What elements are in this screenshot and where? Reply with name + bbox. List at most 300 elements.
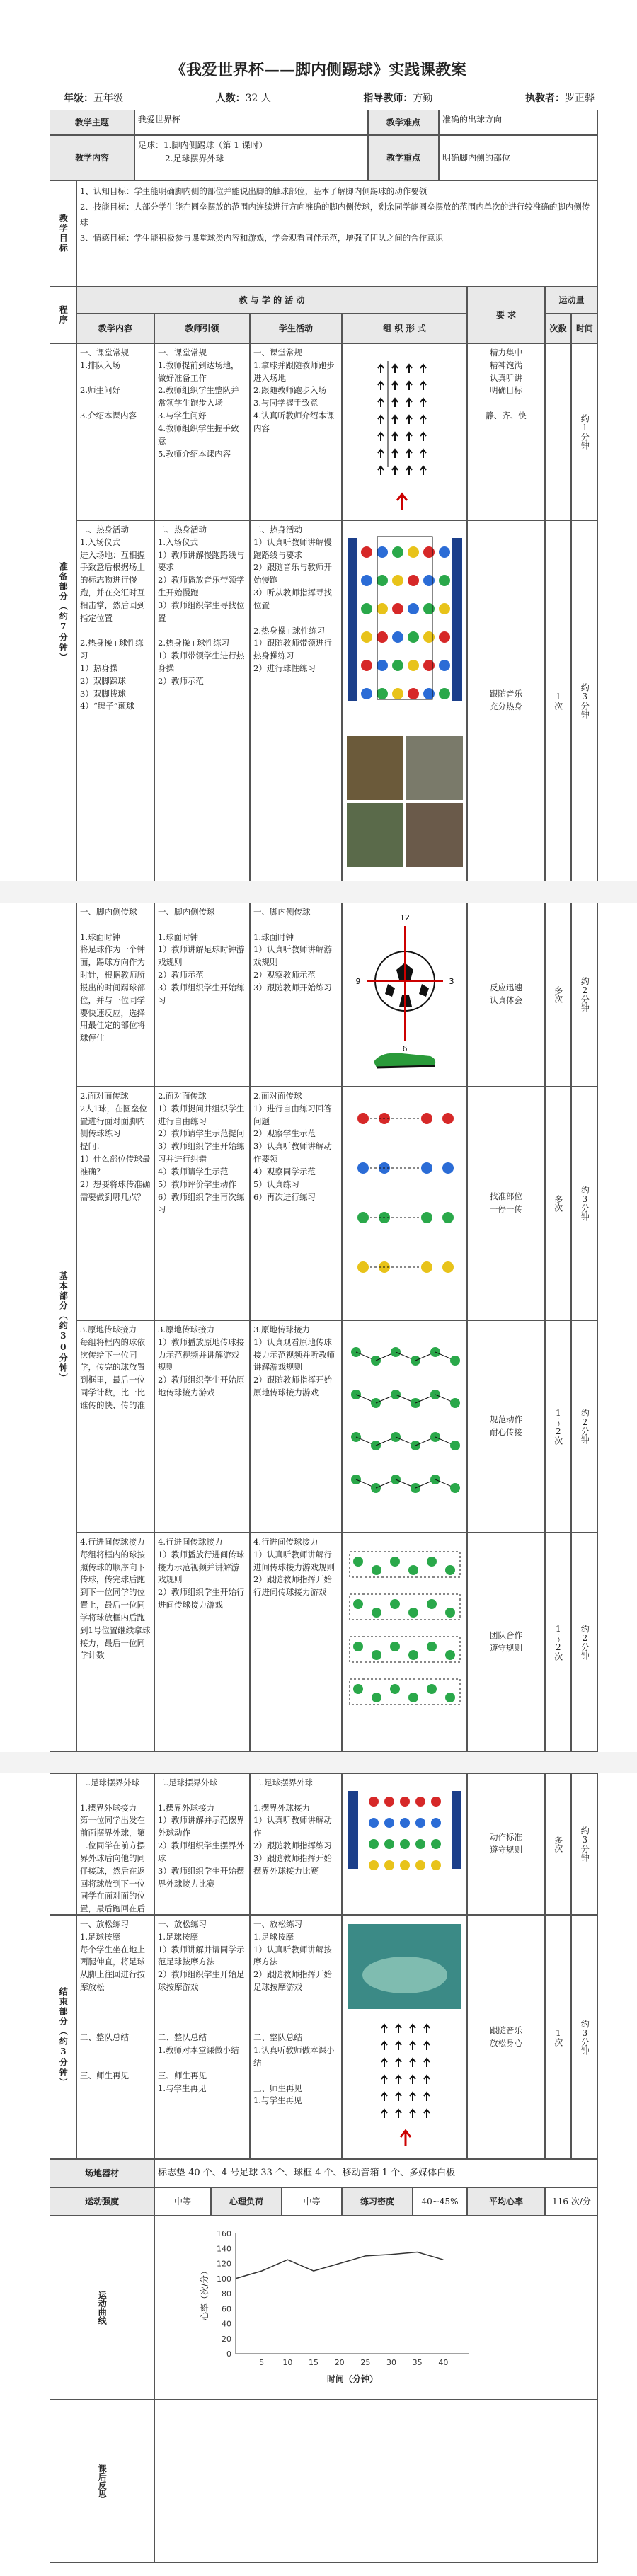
throwin-student: 二.足球摆界外球 1.摆界外球接力 1）认真听教师讲解动作 2）跟随教师指挥练习 3）跟随教师指挥开始摆界外球接力比赛	[250, 1773, 342, 1915]
cone-dot	[439, 660, 450, 671]
cone-dot	[361, 603, 372, 614]
page-break-1	[0, 881, 637, 903]
x-tick-label: 15	[309, 2358, 318, 2367]
move-route-box	[350, 1679, 460, 1705]
throwin-cone	[415, 1839, 425, 1849]
throwin-cone	[384, 1818, 394, 1828]
player-dot	[357, 1162, 369, 1174]
student-arrow-icon	[381, 2093, 387, 2101]
student-arrow-icon	[381, 2059, 387, 2067]
document-title: 《我爱世界杯——脚内侧踢球》实践课教案	[170, 61, 466, 79]
cone-dot	[361, 688, 372, 699]
student-arrow-icon	[424, 2093, 430, 2101]
student-arrow-icon	[420, 466, 426, 475]
relay-player-dot	[450, 1483, 460, 1493]
psych-load-value: 中等	[282, 2187, 342, 2216]
moving-relay-dots	[350, 1552, 460, 1705]
cone-dot	[377, 660, 388, 671]
student-arrow-icon	[410, 2110, 415, 2118]
student-arrow-icon	[396, 2076, 401, 2084]
throwin-cone	[400, 1839, 410, 1849]
move-route-box	[350, 1637, 460, 1662]
throwin-mat	[452, 1791, 461, 1869]
moving-player-dot	[427, 1642, 437, 1651]
basic-r1-teacher: 一、脚内侧传球 1.球面时钟 1）教师讲解足球时钟游戏规则 2）教师示范 3）教师组织学生开始练习	[154, 903, 250, 1087]
student-arrow-icon	[378, 399, 384, 407]
formation-diagram	[345, 347, 464, 517]
cone-dot	[423, 631, 435, 643]
count-meta: 人数：32 人	[215, 93, 271, 104]
cone-dot	[392, 575, 403, 586]
cone-dot	[423, 660, 435, 671]
throwin-cone	[431, 1797, 441, 1807]
player-dot	[442, 1212, 454, 1223]
student-arrow-icon	[396, 2093, 401, 2101]
throwin-cone	[369, 1839, 379, 1849]
moving-player-dot	[390, 1557, 400, 1567]
heart-rate-chart	[158, 2219, 583, 2393]
throwin-cone	[415, 1860, 425, 1870]
relay-diagram	[345, 1324, 464, 1529]
student-arrow-icon	[378, 433, 384, 441]
require-header: 要 求	[467, 287, 545, 343]
throwin-teacher: 二.足球摆界外球 1.摆界外球接力 1）教师讲解并示范摆界外球动作 2）教师组织学生摆界外球 3）教师组织学生开始摆界外球接力比赛	[154, 1773, 250, 1915]
throwin-cone	[400, 1818, 410, 1828]
photo-left-2	[347, 803, 403, 867]
player-dot	[442, 1261, 454, 1273]
cone-dot	[361, 546, 372, 558]
x-tick-label: 25	[360, 2358, 371, 2367]
throwin-require: 动作标准 遵守规则	[467, 1773, 545, 1915]
end-require: 跟随音乐 放松身心	[467, 1915, 545, 2159]
student-arrow-icon	[420, 365, 426, 373]
basic-r2-teacher: 2.面对面传球 1）教师提问并组织学生进行自由练习 2）教师请学生示范提问 3）教师组织学生开始练习并进行纠错 4）教师请学生示范 5）教师评价学生动作 6）教师组织学生再次练习	[154, 1087, 250, 1320]
y-tick-label: 100	[217, 2274, 231, 2284]
density-label: 练习密度	[342, 2187, 413, 2216]
basic-r1-times: 多次	[545, 903, 571, 1087]
cone-dot	[377, 546, 388, 558]
throwin-cones	[348, 1791, 461, 1870]
cone-dot	[408, 575, 419, 586]
prep-r2-time: 约3分钟	[571, 520, 598, 881]
cleat-icon	[374, 1053, 435, 1068]
lesson-value: 足球：1.脚内侧踢球（第 1 课时） 2.足球摆界外球	[134, 135, 368, 181]
student-arrow-icon	[406, 433, 412, 441]
player-dot	[357, 1113, 369, 1124]
hr-label: 平均心率	[467, 2187, 545, 2216]
student-arrow-icon	[410, 2059, 415, 2067]
moving-player-dot	[390, 1642, 400, 1651]
player-dot	[421, 1261, 432, 1273]
prep-r1-teacher: 一、课堂常规 1.教师提前到达场地，做好准备工作 2.教师组织学生整队并常领学生跑步入场 3.与学生问好 4.教师组织学生握手致意 5.教师介绍本课内容	[154, 343, 250, 520]
moving-player-dot	[390, 1599, 400, 1609]
end-formation-arrows	[381, 2025, 430, 2146]
page-break-2	[0, 1752, 637, 1773]
curve-label: 运动曲线	[50, 2216, 154, 2400]
student-arrow-icon	[420, 416, 426, 424]
cone-dot	[439, 688, 450, 699]
student-arrow-icon	[381, 2110, 387, 2118]
throwin-cone	[369, 1797, 379, 1807]
student-arrow-icon	[420, 450, 426, 458]
content-value: 我爱世界杯	[134, 110, 368, 135]
clock-9: 9	[355, 977, 361, 986]
x-tick-label: 20	[334, 2358, 345, 2367]
teacher-arrow-icon	[401, 2131, 411, 2146]
times-header: 次数	[545, 314, 571, 343]
photo-left-1	[347, 736, 403, 800]
moving-player-dot	[372, 1650, 381, 1660]
basic-r3-org	[342, 1320, 467, 1533]
prep-r2-student: 二、热身活动 1）认真听教师讲解慢跑路线与要求 2）跟随音乐与教师开始慢跑 3）听从教师指挥寻找位置 2.热身操+球性练习 1）跟随教师带领进行热身操练习 2）进行球性练习	[250, 520, 342, 881]
student-arrow-icon	[396, 2110, 401, 2118]
difficulty-value: 准确的出球方向	[439, 110, 598, 135]
basic-r4-org	[342, 1533, 467, 1752]
throwin-cone	[400, 1797, 410, 1807]
player-dot	[357, 1212, 369, 1223]
equipment-label: 场地器材	[50, 2159, 154, 2187]
prep-r2-times: 1次	[545, 520, 571, 881]
throwin-process-cell	[50, 1773, 76, 1915]
strength-value: 中等	[154, 2187, 211, 2216]
basic-r4-content: 4.行进间传球接力 每组将框内的球按照传球的顺序向下传球，传完球后跑到下一位同学的位置上，最后一位同学将球放框内后跑到1号位置继续拿球接力，最后一位同学计数	[76, 1533, 154, 1752]
relay-player-dot	[450, 1398, 460, 1408]
student-arrow-icon	[406, 365, 412, 373]
end-teacher: 一、放松练习 1.足球按摩 1）教师讲解并请同学示范足球按摩方法 2）教师组织学生开始足球按摩游戏 二、整队总结 1.教师对本堂课做小结 三、师生再见 1.与学生再见	[154, 1915, 250, 2159]
cone-dot	[392, 660, 403, 671]
student-arrow-icon	[378, 466, 384, 475]
basic-r4-require: 团队合作 遵守规则	[467, 1533, 545, 1752]
throwin-content: 二.足球摆界外球 1.摆界外球接力 第一位同学出发在前面摆界外球，第二位同学在前方摆界外球后向他的同伴接球，然后在返回将球放到下一位同学在面对面的位置，最后跑回在后	[76, 1773, 154, 1915]
y-tick-label: 20	[222, 2334, 231, 2344]
teacher-arrow-icon	[397, 494, 407, 510]
basic-r3-content: 3.原地传球接力 每组将框内的球依次传给下一位同学，传完的球放置到框里，最后一位同学计数，比一比谁传的快、传的准	[76, 1320, 154, 1533]
end-times: 1次	[545, 1915, 571, 2159]
student-arrow-icon	[392, 466, 398, 475]
throwin-cone	[384, 1839, 394, 1849]
warmup-diagram	[345, 524, 464, 878]
cooldown-diagram	[345, 1918, 464, 2156]
org-header: 组 织 形 式	[342, 314, 467, 343]
basic-r2-times: 多次	[545, 1087, 571, 1320]
teacher-header: 教师引领	[154, 314, 250, 343]
cone-dot	[439, 575, 450, 586]
student-arrow-icon	[392, 382, 398, 390]
y-tick-label: 0	[226, 2349, 231, 2359]
y-tick-label: 80	[222, 2289, 231, 2299]
cone-dot	[439, 546, 450, 558]
meta-row	[64, 91, 595, 105]
reflection-label: 课后反思	[50, 2400, 154, 2563]
prep-r2-require: 跟随音乐 充分热身	[467, 520, 545, 881]
player-dot	[421, 1212, 432, 1223]
student-arrow-icon	[378, 382, 384, 390]
moving-player-dot	[427, 1557, 437, 1567]
student-arrow-icon	[392, 365, 398, 373]
student-arrow-icon	[406, 399, 412, 407]
student-arrow-icon	[420, 399, 426, 407]
basic-r4-times: 1～2次	[545, 1533, 571, 1752]
content-label: 教学主题	[50, 110, 134, 135]
cone-dot	[361, 575, 372, 586]
basic-r1-time: 约2分钟	[571, 903, 598, 1087]
cone-dot	[423, 575, 435, 586]
relay-dots	[351, 1347, 460, 1493]
cone-dot	[439, 603, 450, 614]
moving-player-dot	[445, 1693, 455, 1702]
end-content: 一、放松练习 1.足球按摩 每个学生坐在地上两腿伸直，将足球从脚上往回进行按摩放松 二、整队总结 三、师生再见	[76, 1915, 154, 2159]
student-arrow-icon	[396, 2042, 401, 2050]
cone-dot	[392, 631, 403, 643]
moving-player-dot	[372, 1608, 381, 1618]
throwin-times: 多次	[545, 1773, 571, 1915]
cone-dot	[408, 546, 419, 558]
cone-dot	[377, 603, 388, 614]
moving-player-dot	[353, 1599, 363, 1609]
student-arrow-icon	[420, 433, 426, 441]
moving-player-dot	[372, 1565, 381, 1575]
moving-player-dot	[427, 1599, 437, 1609]
prep-r1-times	[545, 343, 571, 520]
x-tick-label: 35	[412, 2358, 423, 2367]
relay-player-dot	[450, 1356, 460, 1366]
basic-r1-content: 一、脚内侧传球 1.球面时钟 将足球作为一个钟面，踢球方向作为时针，根据教师所报出的时间踢球部位，并与一位同学要快速反应，选择用最佳定的部位将球停住	[76, 903, 154, 1087]
student-arrow-icon	[410, 2093, 415, 2101]
student-arrow-icon	[378, 450, 384, 458]
pair-pass-dots	[357, 1113, 454, 1273]
basic-r3-times: 1～2次	[545, 1320, 571, 1533]
student-arrow-icon	[410, 2076, 415, 2084]
content-header: 教学内容	[76, 314, 154, 343]
student-arrow-icon	[406, 466, 412, 475]
moving-player-dot	[427, 1684, 437, 1694]
difficulty-label: 教学难点	[368, 110, 439, 135]
student-arrow-icon	[396, 2059, 401, 2067]
clock-12: 12	[400, 913, 410, 922]
prep-r1-time: 约1分钟	[571, 343, 598, 520]
grade-meta: 年级：五年级	[64, 93, 123, 104]
mat-right	[452, 538, 462, 701]
moving-player-dot	[353, 1557, 363, 1567]
goal-cognitive: 1、认知目标：学生能明确脚内侧的部位并能说出脚的触球部位，基本了解脚内侧踢球的动作要领	[80, 186, 427, 196]
relay-player-dot	[450, 1441, 460, 1450]
basic-r4-student: 4.行进间传球接力 1）认真听教师讲解行进间传球接力游戏规则 2）跟随教师指挥开始行进间传球接力游戏	[250, 1533, 342, 1752]
student-arrow-icon	[392, 450, 398, 458]
student-arrow-icon	[406, 382, 412, 390]
cone-dot	[377, 575, 388, 586]
throwin-cone	[431, 1860, 441, 1870]
throwin-time: 约3分钟	[571, 1773, 598, 1915]
formation-arrows	[378, 365, 426, 510]
end-org	[342, 1915, 467, 2159]
student-arrow-icon	[392, 399, 398, 407]
key-value: 明确脚内侧的部位	[439, 135, 598, 181]
player-dot	[357, 1261, 369, 1273]
throwin-cone	[431, 1839, 441, 1849]
key-label: 教学重点	[368, 135, 439, 181]
basic-r1-student: 一、脚内侧传球 1.球面时钟 1）认真听教师讲解游戏规则 2）观察教师示范 3）跟随教师开始练习	[250, 903, 342, 1087]
throwin-cone	[400, 1860, 410, 1870]
basic-r3-time: 约2分钟	[571, 1320, 598, 1533]
advisor-meta: 指导教师：方勤	[363, 93, 433, 104]
cone-dot	[377, 631, 388, 643]
x-tick-label: 10	[282, 2358, 293, 2367]
student-arrow-icon	[406, 450, 412, 458]
cone-dot	[392, 603, 403, 614]
end-section-label: 结束部分（约3分钟）	[50, 1915, 76, 2159]
warmup-cone-grid	[348, 537, 462, 701]
cone-dot	[408, 688, 419, 699]
photo-right-2	[406, 803, 463, 867]
psych-load-label: 心理负荷	[211, 2187, 282, 2216]
y-tick-label: 120	[217, 2259, 231, 2269]
cone-dot	[361, 631, 372, 643]
student-arrow-icon	[424, 2059, 430, 2067]
moving-player-dot	[408, 1693, 418, 1702]
player-dot	[421, 1113, 432, 1124]
prep-r2-teacher: 二、热身活动 1.入场仪式 1）教师讲解慢跑路线与要求 2）教师播放音乐带领学生开始慢跑 3）教师组织学生寻找位置 2.热身操+球性练习 1）教师带领学生进行热身操 2）教师示范	[154, 520, 250, 881]
x-tick-label: 5	[259, 2358, 265, 2367]
moving-player-dot	[408, 1608, 418, 1618]
move-route-box	[350, 1552, 460, 1577]
move-route-box	[350, 1594, 460, 1620]
mat-left	[348, 538, 357, 701]
throwin-cone	[369, 1860, 379, 1870]
moving-player-dot	[445, 1565, 455, 1575]
basic-r2-time: 约3分钟	[571, 1087, 598, 1320]
process-header: 程序	[50, 287, 76, 343]
player-dot	[442, 1162, 454, 1174]
cone-dot	[361, 660, 372, 671]
reflection-area[interactable]	[154, 2400, 598, 2563]
student-arrow-icon	[424, 2042, 430, 2050]
curve-chart-cell	[154, 2216, 598, 2400]
goal-skill: 2、技能目标：大部分学生能在圆垒摆放的范围内连续进行方向准确的脚内侧传球，剩余同学能圆垒摆放的范围内单次的进行较准确的脚内侧传球	[80, 201, 590, 227]
load-header: 运动量	[545, 287, 598, 314]
throwin-cone	[415, 1797, 425, 1807]
student-arrow-icon	[410, 2025, 415, 2033]
moving-player-dot	[445, 1608, 455, 1618]
prep-section-label: 准备部分（约7分钟）	[50, 343, 76, 881]
goal-affective: 3、情感目标：学生能积极参与课堂球类内容和游戏，学会观看同伴示范，增强了团队之间的合作意识	[80, 232, 444, 243]
cone-dot	[423, 546, 435, 558]
moving-player-dot	[353, 1642, 363, 1651]
goals-label: 教学目标	[50, 181, 76, 287]
x-tick-label: 30	[386, 2358, 396, 2367]
cone-dot	[423, 688, 435, 699]
basic-r3-require: 规范动作 耐心传接	[467, 1320, 545, 1533]
moving-player-dot	[390, 1684, 400, 1694]
photo-right-1	[406, 736, 463, 800]
cone-dot	[408, 631, 419, 643]
moving-relay-diagram	[345, 1536, 464, 1748]
prep-r2-org	[342, 520, 467, 881]
prep-r1-student: 一、课堂常规 1.拿球并跟随教师跑步进入场地 2.跟随教师跑步入场 3.与同学握手致意 4.认真听教师介绍本课内容	[250, 343, 342, 520]
strength-label: 运动强度	[50, 2187, 154, 2216]
student-arrow-icon	[381, 2076, 387, 2084]
basic-r2-content: 2.面对面传球 2人1球，在圆垒位置进行面对面脚内侧传球练习 提问： 1）什么部位传球最准确？ 2）想要将球传准确需要做到哪几点？	[76, 1087, 154, 1320]
student-arrow-icon	[378, 365, 384, 373]
x-tick-label: 40	[438, 2358, 449, 2367]
activity-header: 教 与 学 的 活 动	[76, 287, 467, 314]
cone-dot	[423, 603, 435, 614]
cone-dot	[392, 688, 403, 699]
y-axis-label: 心率（次/分）	[200, 2266, 210, 2321]
basic-r3-student: 3.原地传球接力 1）认真观看原地传球接力示范视频并听教师讲解游戏规则 2）跟随教师指挥开始原地传球接力游戏	[250, 1320, 342, 1533]
route-box	[377, 537, 432, 699]
teacher-meta: 执教者：罗正骅	[525, 93, 595, 104]
moving-player-dot	[408, 1565, 418, 1575]
basic-r2-require: 找准部位 一停一传	[467, 1087, 545, 1320]
prep-r2-content: 二、热身活动 1.入场仪式 进入场地：互相握手致意后根据场上的标志物进行慢跑，并在交汇时互相击掌，然后回到指定位置 2.热身操+球性练习 1）热身操 2）双脚踩球 3）双脚拨球 4）“毽子”颠球	[76, 520, 154, 881]
end-time: 约3分钟	[571, 1915, 598, 2159]
student-header: 学生活动	[250, 314, 342, 343]
student-arrow-icon	[424, 2110, 430, 2118]
hr-value: 116 次/分	[545, 2187, 598, 2216]
basic-r1-require: 反应迅速 认真体会	[467, 903, 545, 1087]
throwin-mat	[348, 1791, 358, 1869]
x-axis-label: 时间（分钟）	[326, 2374, 379, 2384]
student-arrow-icon	[378, 416, 384, 424]
end-student: 一、放松练习 1.足球按摩 1）认真听教师讲解按摩方法 2）跟随教师指挥开始足球按摩游戏 二、整队总结 1.认真听教师做本课小结 三、师生再见 1.与学生再见	[250, 1915, 342, 2159]
time-header: 时间	[571, 314, 598, 343]
basic-r2-student: 2.面对面传球 1）进行自由练习回答问题 2）观察学生示范 3）认真听教师讲解动作要领 4）观察同学示范 5）认真练习 6）再次进行练习	[250, 1087, 342, 1320]
y-tick-label: 140	[217, 2244, 231, 2254]
basic-r4-time: 约2分钟	[571, 1533, 598, 1752]
y-tick-label: 60	[222, 2304, 231, 2314]
cone-dot	[439, 631, 450, 643]
player-dot	[421, 1162, 432, 1174]
throwin-cone	[384, 1797, 394, 1807]
prep-r1-content: 一、课堂常规 1.排队入场 2.师生问好 3.介绍本课内容	[76, 343, 154, 520]
heart-rate-line	[236, 2252, 443, 2279]
clock-6: 6	[402, 1044, 408, 1053]
prep-r1-require: 精力集中 精神饱满 认真听讲 明确目标 静、齐、快	[467, 343, 545, 520]
equipment-value: 标志垫 40 个、4 号足球 33 个、球框 4 个、移动音箱 1 个、多媒体白板	[154, 2159, 598, 2187]
player-dot	[442, 1113, 454, 1124]
y-tick-label: 160	[217, 2229, 231, 2238]
basic-section-label: 基本部分（约30分钟）	[50, 903, 76, 1752]
density-value: 40~45%	[413, 2187, 467, 2216]
student-arrow-icon	[406, 416, 412, 424]
throwin-cone	[415, 1818, 425, 1828]
cone-dot	[408, 660, 419, 671]
moving-player-dot	[445, 1650, 455, 1660]
pair-pass-diagram	[345, 1090, 464, 1317]
y-tick-label: 40	[222, 2319, 231, 2329]
student-arrow-icon	[424, 2076, 430, 2084]
basic-r2-org	[342, 1087, 467, 1320]
cone-dot	[377, 688, 388, 699]
cone-dot	[392, 546, 403, 558]
throwin-cone	[384, 1860, 394, 1870]
throwin-diagram	[345, 1777, 464, 1911]
lesson-label: 教学内容	[50, 135, 134, 181]
student-arrow-icon	[410, 2042, 415, 2050]
throwin-org	[342, 1773, 467, 1915]
cone-dot	[408, 603, 419, 614]
throwin-cone	[369, 1818, 379, 1828]
student-arrow-icon	[392, 433, 398, 441]
prep-r1-org	[342, 343, 467, 520]
ball-clock-diagram	[345, 906, 464, 1083]
student-arrow-icon	[392, 416, 398, 424]
moving-player-dot	[353, 1684, 363, 1694]
student-arrow-icon	[424, 2025, 430, 2033]
student-arrow-icon	[396, 2025, 401, 2033]
moving-player-dot	[372, 1693, 381, 1702]
throwin-cone	[431, 1818, 441, 1828]
